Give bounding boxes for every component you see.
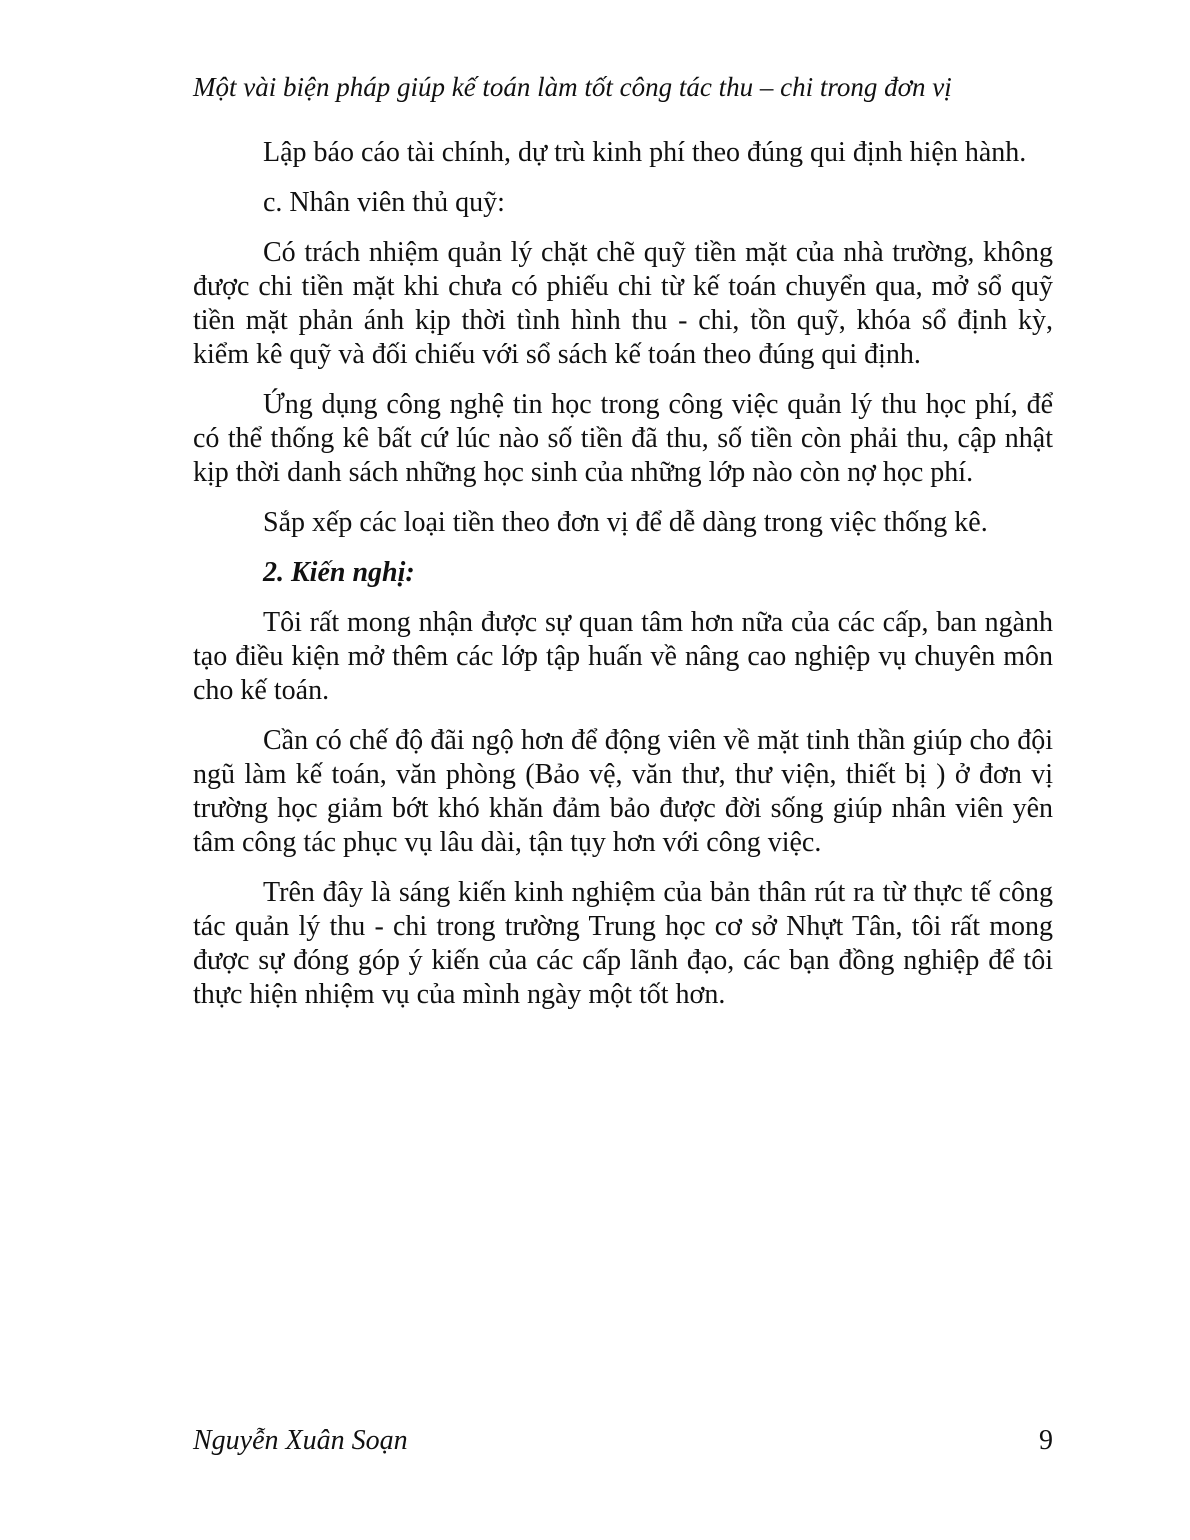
paragraph-cashier-role-label: c. Nhân viên thủ quỹ:	[263, 187, 505, 218]
running-header-title: Một vài biện pháp giúp kế toán làm tốt công tác thu – chi trong đơn vị	[193, 72, 952, 102]
paragraph-closing-statement: Trên đây là sáng kiến kinh nghiệm của bản thân rút ra từ thực tế công tác quản lý thu - chi trong trường Trung học cơ sở Nhựt Tân, tôi rất mong được sự đóng góp ý kiến của các cấp lãnh đạo, các bạn đồng nghiệp để tôi thực hiện nhiệm vụ của mình ngày một tốt hơn.	[193, 877, 1053, 1010]
paragraph-training-request: Tôi rất mong nhận được sự quan tâm hơn nữa của các cấp, ban ngành tạo điều kiện mở thêm các lớp tập huấn về nâng cao nghiệp vụ chuyên môn cho kế toán.	[193, 607, 1053, 706]
page-footer	[193, 1424, 1053, 1458]
paragraph-financial-report: Lập báo cáo tài chính, dự trù kinh phí theo đúng qui định hiện hành.	[263, 137, 1027, 168]
document-body	[193, 136, 1053, 1028]
footer-page-number: 9	[1039, 1425, 1053, 1456]
paragraph-cashier-duties: Có trách nhiệm quản lý chặt chẽ quỹ tiền mặt của nhà trường, không được chi tiền mặt khi chưa có phiếu chi từ kế toán chuyển qua, mở sổ quỹ tiền mặt phản ánh kịp thời tình hình thu - chi, tồn quỹ, khóa sổ định kỳ, kiểm kê quỹ và đối chiếu với sổ sách kế toán theo đúng qui định.	[193, 237, 1053, 370]
paragraph-benefits-request: Cần có chế độ đãi ngộ hơn để động viên về mặt tinh thần giúp cho đội ngũ làm kế toán, văn phòng (Bảo vệ, văn thư, thư viện, thiết bị ) ở đơn vị trường học giảm bớt khó khăn đảm bảo được đời sống giúp nhân viên yên tâm công tác phục vụ lâu dài, tận tụy hơn với công việc.	[193, 725, 1053, 858]
running-header	[193, 70, 1053, 104]
section-heading-recommendations: 2. Kiến nghị:	[263, 557, 415, 588]
footer-author-name: Nguyễn Xuân Soạn	[193, 1425, 408, 1456]
paragraph-it-application: Ứng dụng công nghệ tin học trong công việc quản lý thu học phí, để có thể thống kê bất cứ lúc nào số tiền đã thu, số tiền còn phải thu, cập nhật kịp thời danh sách những học sinh của những lớp nào còn nợ học phí.	[193, 389, 1053, 488]
paragraph-money-sorting: Sắp xếp các loại tiền theo đơn vị để dễ dàng trong việc thống kê.	[263, 507, 988, 538]
